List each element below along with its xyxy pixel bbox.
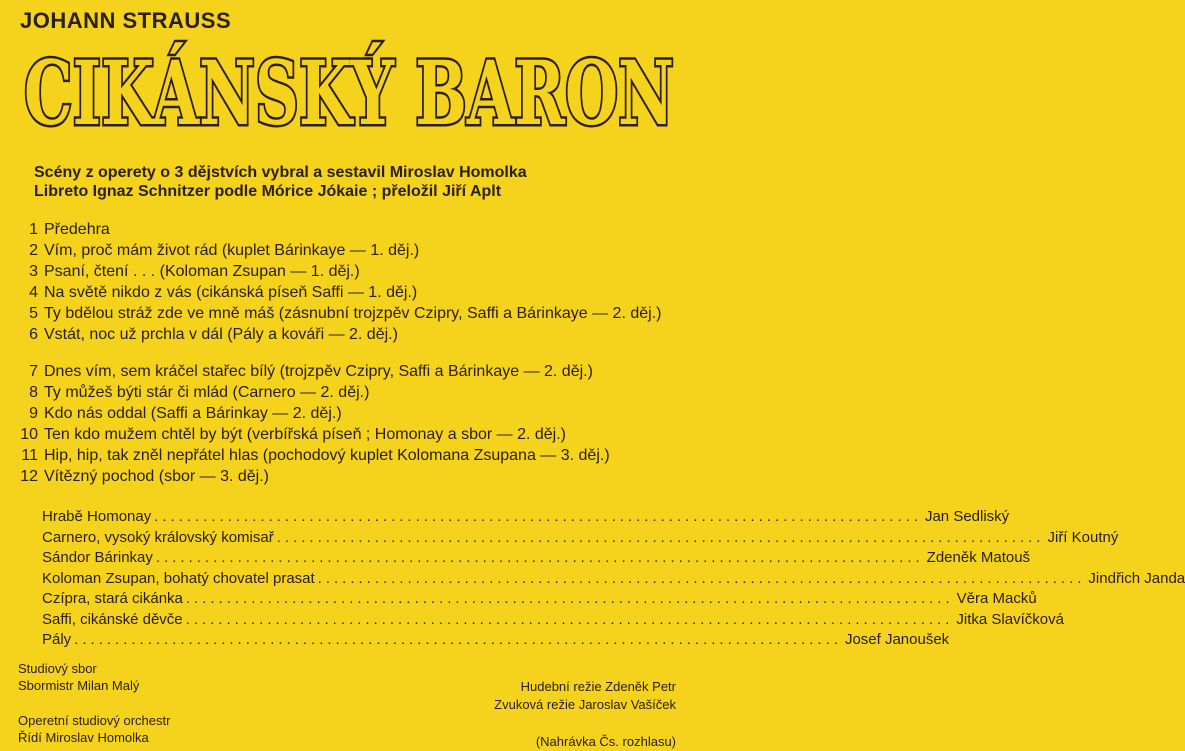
cast-role: Pály — [42, 631, 72, 648]
leader-dots: .............................................................................................. — [155, 549, 924, 566]
track-title: Ty můžeš býti stár či mlád (Carnero — 2. děj.) — [44, 384, 370, 401]
music-direction-credit: Hudební režie Zdeněk Petr — [520, 679, 676, 694]
leader-dots: .............................................................................................. — [276, 528, 1045, 546]
cast-actor: Zdeněk Matouš — [926, 549, 1031, 566]
cast-row — [42, 528, 1119, 549]
track-number: 12 — [20, 468, 38, 485]
track-item — [16, 382, 680, 403]
recording-credit: (Nahrávka Čs. rozhlasu) — [535, 734, 676, 749]
orchestra-credit: Operetní studiový orchestr — [18, 713, 171, 728]
cast-role: Sándor Bárinkay — [42, 549, 153, 566]
cast-role: Czípra, stará cikánka — [42, 590, 183, 607]
cast-actor: Jitka Slavíčková — [956, 610, 1064, 628]
cast-list — [42, 507, 1185, 651]
track-list — [16, 219, 680, 487]
track-item — [16, 361, 680, 382]
track-title: Kdo nás oddal (Saffi a Bárinkay — 2. děj.) — [44, 405, 342, 422]
title-text: CIKÁNSKÝ BARON — [24, 41, 674, 145]
cast-row — [42, 569, 1185, 590]
track-number: 10 — [20, 426, 38, 443]
intro — [34, 163, 527, 201]
cast-row — [42, 507, 1010, 528]
track-number: 2 — [29, 242, 38, 259]
track-title: Na světě nikdo z vás (cikánská píseň Saffi — 1. děj.) — [44, 284, 418, 301]
track-item — [16, 219, 680, 240]
cast-row — [42, 610, 1064, 631]
leader-dots: .............................................................................................. — [185, 610, 954, 628]
cast-role: Saffi, cikánské děvče — [42, 610, 183, 628]
conductor-credit: Řídí Miroslav Homolka — [18, 730, 149, 745]
cast-row — [42, 589, 1037, 610]
cast-row — [42, 630, 950, 651]
track-title: Psaní, čtení . . . (Koloman Zsupan — 1. děj.) — [44, 263, 360, 280]
intro-line-1: Scény z operety o 3 dějstvích vybral a sestavil Miroslav Homolka — [34, 164, 527, 181]
track-title: Předehra — [44, 221, 110, 238]
sound-direction-credit: Zvuková režie Jaroslav Vašíček — [494, 696, 676, 712]
track-number: 9 — [29, 405, 38, 422]
track-title: Vítězný pochod (sbor — 3. děj.) — [44, 468, 269, 485]
track-title: Vstát, noc už prchla v dál (Pály a kováři — 2. děj.) — [44, 326, 398, 343]
cast-actor: Josef Janoušek — [844, 631, 950, 648]
credits-left — [18, 660, 170, 746]
track-number: 3 — [29, 263, 38, 280]
track-item — [16, 303, 680, 324]
track-title: Hip, hip, tak zněl nepřátel hlas (pochodový kuplet Kolomana Zsupana — 3. děj.) — [44, 447, 610, 464]
choir-credit: Studiový sbor — [18, 661, 97, 676]
track-item — [16, 403, 680, 424]
leader-dots: .............................................................................................. — [74, 631, 842, 648]
cast-actor: Jiří Koutný — [1047, 528, 1119, 546]
track-item — [16, 240, 680, 261]
track-item — [16, 282, 680, 303]
track-item — [16, 261, 680, 282]
track-item — [16, 445, 680, 466]
choirmaster-credit: Sbormistr Milan Malý — [18, 678, 140, 693]
track-title: Ten kdo mužem chtěl by být (verbířská píseň ; Homonay a sbor — 2. děj.) — [44, 426, 566, 443]
track-item — [16, 324, 680, 345]
track-title: Dnes vím, sem kráčel stařec bílý (trojzpěv Czipry, Saffi a Bárinkaye — 2. děj.) — [44, 363, 593, 380]
title-lettering — [14, 41, 684, 145]
track-number: 11 — [21, 447, 38, 464]
leader-dots: .............................................................................................. — [185, 590, 954, 607]
cast-row — [42, 548, 1031, 569]
cast-actor: Jindřich Janda — [1088, 569, 1185, 587]
cast-role: Hrabě Homonay — [42, 508, 152, 525]
track-item — [16, 466, 680, 487]
leader-dots: .............................................................................................. — [317, 569, 1086, 587]
cast-actor: Jan Sedliský — [924, 508, 1010, 525]
cast-role: Koloman Zsupan, bohatý chovatel prasat — [42, 569, 315, 587]
track-number: 7 — [29, 363, 38, 380]
cast-actor: Věra Macků — [956, 590, 1037, 607]
credits-right — [494, 678, 676, 751]
track-number: 4 — [29, 284, 38, 301]
leader-dots: .............................................................................................. — [154, 508, 922, 525]
composer-name: JOHANN STRAUSS — [20, 8, 232, 33]
track-number: 8 — [29, 384, 38, 401]
track-number: 6 — [29, 326, 38, 343]
track-title: Ty bdělou stráž zde ve mně máš (zásnubní trojzpěv Czipry, Saffi a Bárinkaye — 2. děj.) — [44, 305, 662, 322]
track-number: 1 — [29, 221, 38, 238]
track-item — [16, 424, 680, 445]
intro-line-2: Libreto Ignaz Schnitzer podle Mórice Jókaie ; přeložil Jiří Aplt — [34, 183, 502, 200]
cast-role: Carnero, vysoký královský komisař — [42, 528, 274, 546]
track-title: Vím, proč mám život rád (kuplet Bárinkaye — 1. děj.) — [44, 242, 420, 259]
title-logo — [14, 41, 684, 145]
track-number: 5 — [29, 305, 38, 322]
